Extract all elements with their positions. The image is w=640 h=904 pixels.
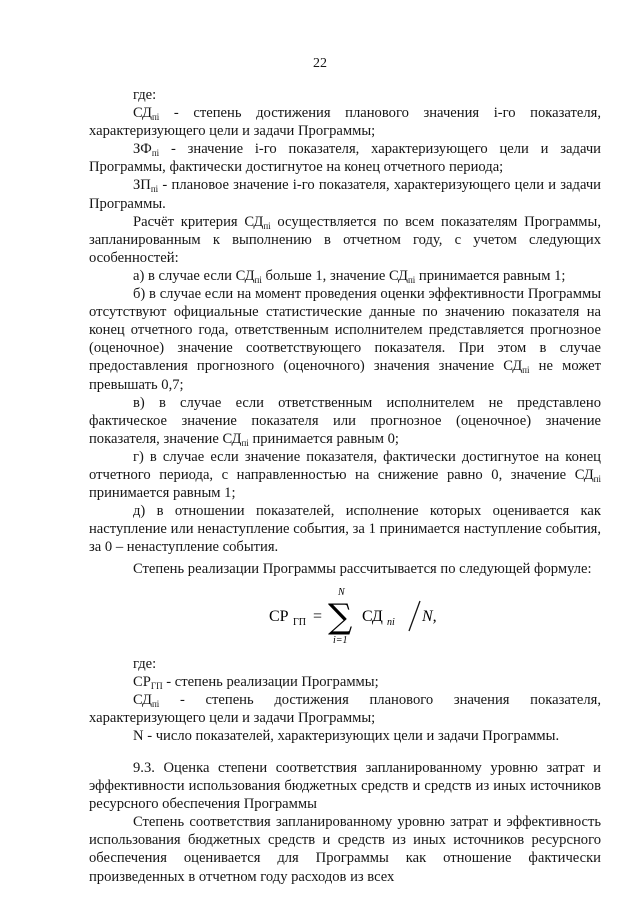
item-d: д) в отношении показателей, исполнение которых оценивается как наступление или ненаступление события, за 1 принимается наступление события, за 0 – ненаступление события.	[89, 503, 601, 556]
definition-zp: $ЗП_{пi}$ - плановое значение i-го показателя, характеризующего цели и задачи Программы.	[89, 177, 601, 212]
formula	[89, 583, 601, 649]
section-paragraph: Степень соответствия запланированному уровню затрат и эффективность использования бюджетных средств и средств из иных источников ресурсного обеспечения оценивается для Программы как отношение фактически произведенных в отчетном году расходов из всех	[89, 814, 601, 885]
item-v: в) в случае если ответственным исполнителем не представлено фактическое значение показателя или прогнозное (оценочное) значение показателя, значение $СД_{пi}$ принимается равным 0;	[89, 394, 601, 448]
where-label-1: где:	[133, 87, 157, 103]
formula-intro: Степень реализации Программы рассчитывается по следующей формуле:	[133, 561, 592, 578]
formula-term: СД	[362, 607, 383, 625]
definition-zf: $ЗФ_{пi}$ - значение i-го показателя, характеризующего цели и задачи Программы, фактически достигнутое на конец отчетного периода;	[89, 141, 601, 176]
document-body	[89, 86, 601, 886]
section-heading-9-3: 9.3. Оценка степени соответствия запланированному уровню затрат и эффективности использования бюджетных средств и средств из иных источников ресурсного обеспечения Программы	[89, 760, 601, 813]
definition-sd: $СД_{пi}$ - степень достижения планового значения i-го показателя, характеризующего цели и задачи Программы;	[89, 105, 601, 140]
definition-n: N - число показателей, характеризующих цели и задачи Программы.	[133, 727, 560, 744]
sigma-symbol: ∑	[328, 596, 353, 637]
formula-divisor: N,	[422, 607, 437, 625]
division-slash	[409, 601, 420, 631]
formula-lhs-sub: ГП	[293, 616, 307, 628]
item-b: б) в случае если на момент проведения оценки эффективности Программы отсутствуют официальные статистические данные по значению показателя на конец отчетного года, ответственным исполнителем представляется прогнозное (оценочное) значение соответствующего показателя. При этом в случае предоставления прогнозного (оценочного) значения значение $СД_{пi}$ не может превышать 0,7;	[89, 286, 601, 393]
formula-svg	[269, 583, 509, 649]
formula-lhs: СР	[269, 607, 289, 625]
formula-term-sub: пi	[387, 616, 395, 628]
page-number: 22	[313, 56, 327, 71]
formula-upper-limit: N	[338, 586, 345, 598]
item-a: а) в случае если $СД_{пi}$ больше 1, значение $СД_{пi}$ принимается равным 1;	[133, 267, 566, 285]
criterion-paragraph: Расчёт критерия $СД_{пi}$ осуществляется по всем показателям Программы, запланированным к выполнению в отчетном году, с учетом следующих особенностей:	[89, 213, 601, 266]
where-label-2: где:	[133, 655, 157, 672]
definition-sr: $СР_{ГП}$ - степень реализации Программы;	[133, 673, 379, 691]
definition-sd-2: $СД_{пi}$ - степень достижения планового значения показателя, характеризующего цели и задачи Программы;	[89, 691, 601, 726]
formula-lower-limit: i=1	[333, 634, 348, 646]
item-g: г) в случае если значение показателя, фактически достигнутое на конец отчетного периода, с направленностью на снижение равно 0, значение $СД_{пi}$ принимается равным 1;	[89, 448, 601, 502]
formula-equals: =	[313, 607, 323, 625]
